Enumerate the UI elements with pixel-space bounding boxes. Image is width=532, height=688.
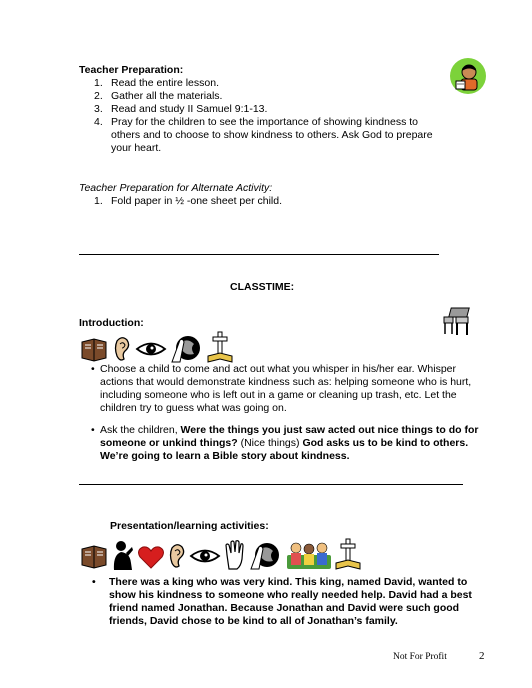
cross-on-book-icon xyxy=(207,330,233,364)
list-item: 3. Read and study II Samuel 9:1-13. xyxy=(94,103,268,115)
bullet-marker: • xyxy=(91,424,95,436)
alt-prep-heading: Teacher Preparation for Alternate Activity: xyxy=(79,182,273,194)
alt-prep-list xyxy=(79,195,479,208)
eye-icon xyxy=(189,541,221,571)
bible-book-icon xyxy=(79,541,109,571)
footer-note: Not For Profit xyxy=(393,652,447,662)
teacher-prep-list xyxy=(79,77,479,155)
eye-icon xyxy=(135,334,167,364)
page-number: 2 xyxy=(479,650,485,662)
presentation-icon-row xyxy=(79,537,361,571)
introduction-icon-row xyxy=(79,330,233,364)
bullet-marker: • xyxy=(92,576,96,588)
praying-person-icon xyxy=(111,539,135,571)
desk-chair-icon xyxy=(442,305,476,341)
classtime-heading: CLASSTIME: xyxy=(230,281,295,293)
bullet-marker: • xyxy=(91,363,95,375)
praying-hands-globe-icon xyxy=(249,539,283,571)
list-item: 2. Gather all the materials. xyxy=(94,90,223,102)
bible-book-icon xyxy=(79,334,109,364)
list-item: 4. Pray for the children to see the importance of showing kindness to others and to choose to show kindness to others. Ask God to prepare your heart. xyxy=(94,116,433,154)
divider xyxy=(79,254,439,255)
praying-hands-globe-icon xyxy=(170,332,204,364)
intro-bullet-1: • Choose a child to come and act out what you whisper in his/her ear. Whisper actions that would demonstrate kindness such as: helping someone who is hurt, including someone who is left out in a game or cleaning up trash, etc. Let the children try to guess what was going on. xyxy=(91,363,472,414)
introduction-heading: Introduction: xyxy=(79,317,144,329)
list-item: 1. Read the entire lesson. xyxy=(94,77,219,89)
presentation-bullet: • There was a king who was very kind. This king, named David, wanted to show his kindness to someone who really needed help. David had a best friend named Jonathan. Because Jonathan and David were such good friends, David chose to be kind to all of Jonathan’s family. xyxy=(92,576,472,627)
hand-icon xyxy=(223,539,247,571)
list-item: 1. Fold paper in ½ -one sheet per child. xyxy=(94,195,283,207)
children-group-icon xyxy=(285,539,333,571)
ear-icon xyxy=(167,541,187,571)
heart-icon xyxy=(137,543,165,571)
teacher-prep-heading: Teacher Preparation: xyxy=(79,64,184,76)
presentation-heading: Presentation/learning activities: xyxy=(110,520,269,532)
cross-on-book-icon xyxy=(335,537,361,571)
intro-bullet-2: • Ask the children, Were the things you just saw acted out nice things to do for someone or unkind things? (Nice things) God asks us to be kind to others. We’re going to learn a Bible story about kindness. xyxy=(91,424,479,462)
ear-icon xyxy=(112,334,132,364)
divider xyxy=(79,484,463,485)
